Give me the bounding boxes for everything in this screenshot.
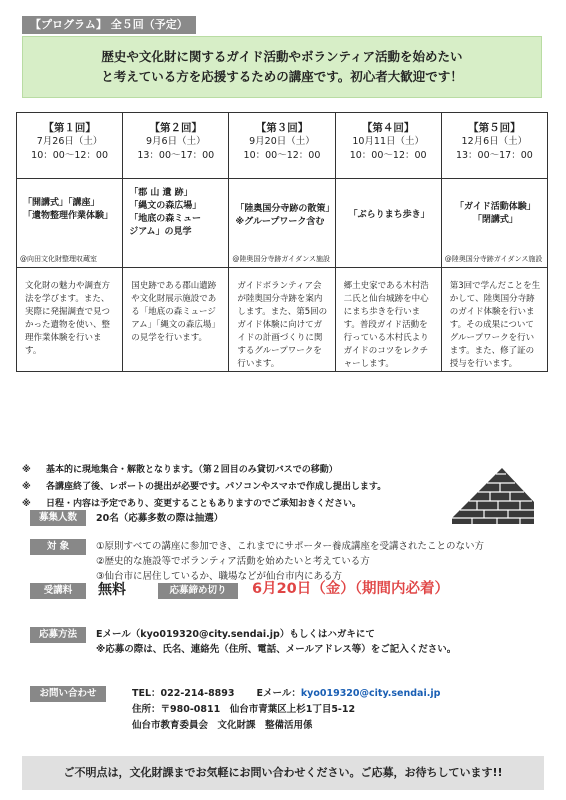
theme-text xyxy=(448,201,543,227)
capacity-label: 募集人数 xyxy=(30,510,86,526)
note-text: 日程・内容は予定であり、変更することもありますのでご承知おきください。 xyxy=(46,499,362,509)
theme-line: 「縄文の森広場」 xyxy=(129,201,202,211)
notes-list xyxy=(22,462,386,513)
fee-value: 無料 xyxy=(98,582,126,598)
session-number: 【第４回】 xyxy=(361,122,415,134)
contact-phone-line xyxy=(132,686,440,702)
apply-line-1: Eメール（kyo019320@city.sendai.jp）もしくはハガキにて xyxy=(96,629,375,640)
footer-message: ご不明点は，文化財課までお気軽にお問い合わせください。ご応募，お待ちしています!! xyxy=(22,756,544,790)
theme-text xyxy=(23,197,118,223)
theme-line: ジアム」の見学 xyxy=(129,227,192,237)
session-5-theme xyxy=(441,179,547,268)
schedule-theme-row xyxy=(17,179,548,268)
fee-label: 受講料 xyxy=(30,583,86,599)
theme-text xyxy=(129,187,224,239)
note-mark: ※ xyxy=(22,499,31,509)
target-item: ①原則すべての講座に参加でき、これまでにサポーター養成講座を受講されたことのない方 xyxy=(96,541,484,552)
venue-label: @向田文化財整理収蔵室 xyxy=(20,255,97,263)
intro-banner xyxy=(22,36,542,98)
session-date: 7月26日（土） xyxy=(36,136,103,147)
target-item: ③仙台市に居住しているか、職場などが仙台市内にある方 xyxy=(96,571,343,582)
target-label: 対 象 xyxy=(30,539,86,555)
session-3-theme xyxy=(229,179,335,268)
session-4-desc: 郷土史家である木村浩二氏と仙台城跡を中心にまち歩きを行います。普段ガイド活動を行っている木村氏よりガイドのコツをレクチャーします。 xyxy=(335,268,441,372)
note-text: 基本的に現地集合・解散となります。（第２回目のみ貸切バスでの移動） xyxy=(46,465,338,475)
session-number: 【第２回】 xyxy=(149,122,203,134)
venue-label: @陸奥国分寺跡ガイダンス施設 xyxy=(232,255,331,263)
session-1-theme xyxy=(17,179,123,268)
session-2-header xyxy=(123,113,229,179)
capacity-value: 20名（応募多数の際は抽選） xyxy=(96,513,224,524)
note-text: 各講座終了後、レポートの提出が必要です。パソコンやスマホで作成し提出します。 xyxy=(46,482,387,492)
apply-text xyxy=(96,627,456,657)
theme-line: 「地底の森ミュー xyxy=(129,214,202,224)
brick-wall-icon xyxy=(442,456,542,526)
theme-line: 「開講式」「講座」 xyxy=(23,198,100,208)
session-3-desc: ガイドボランティア会が陸奥国分寺跡を案内します。また、第5回のガイド体験に向けてガイドの計画づくりに関するグループワークを行います。 xyxy=(229,268,335,372)
note-item xyxy=(22,462,386,479)
contact-email-label: Eメール： xyxy=(256,688,301,699)
contact-tel: TEL：022-214-8893 xyxy=(132,688,235,699)
session-date: 9月6日（土） xyxy=(145,136,206,147)
session-number: 【第１回】 xyxy=(43,122,96,134)
session-2-desc: 国史跡である郡山遺跡や文化財展示施設である「地底の森ミュージアム」「縄文の森広場」の見学を行います。 xyxy=(123,268,229,372)
session-5-header xyxy=(441,113,547,179)
session-date: 12月6日（土） xyxy=(461,136,528,147)
session-date: 9月20日（土） xyxy=(249,136,315,147)
theme-line: 「陸奥国分寺跡の散策」 xyxy=(235,204,335,214)
session-1-desc: 文化財の魅力や調査方法を学びます。また、実際に発掘調査で見つかった遺物を使い、整理作業体験を行います。 xyxy=(17,268,123,372)
note-mark: ※ xyxy=(22,482,31,492)
theme-text xyxy=(342,209,437,222)
target-item: ②歴史的な施設等でボランティア活動を始めたいと考えている方 xyxy=(96,556,370,567)
banner-line-2: と考えている方を応援するための講座です。初心者大歓迎です！ xyxy=(101,69,463,84)
contact-org: 仙台市教育委員会 文化財課 整備活用係 xyxy=(132,720,313,731)
theme-line: ※グループワーク含む xyxy=(235,217,325,227)
session-time: 10：00～12：00 xyxy=(31,150,109,161)
schedule-desc-row xyxy=(17,268,548,372)
schedule-table xyxy=(16,112,548,372)
program-header-tab: 【プログラム】 全５回（予定） xyxy=(22,16,196,34)
banner-line-1: 歴史や文化財に関するガイド活動やボランティア活動を始めたい xyxy=(101,49,463,64)
note-mark: ※ xyxy=(22,465,31,475)
contact-label: お問い合わせ xyxy=(30,686,106,702)
theme-line: 「遺物整理作業体験」 xyxy=(23,211,114,221)
session-2-theme xyxy=(123,179,229,268)
session-time: 10：00～12：00 xyxy=(243,150,321,161)
venue-label: @陸奥国分寺跡ガイダンス施設 xyxy=(444,255,543,263)
theme-line: 「郡 山 遺 跡」 xyxy=(129,188,193,198)
contact-address: 住所：〒980-0811 仙台市青葉区上杉1丁目5-12 xyxy=(132,704,356,715)
session-3-header xyxy=(229,113,335,179)
session-time: 13：00～17：00 xyxy=(455,150,533,161)
apply-label: 応募方法 xyxy=(30,627,86,643)
deadline-label: 応募締め切り xyxy=(158,583,238,599)
deadline-value: 6月20日（金）（期間内必着） xyxy=(252,581,450,597)
session-4-header xyxy=(335,113,441,179)
session-time: 13：00～17：00 xyxy=(137,150,215,161)
session-date: 10月11日（土） xyxy=(352,136,424,147)
apply-line-2: ※応募の際は、氏名、連絡先（住所、電話、メールアドレス等）をご記入ください。 xyxy=(96,644,457,655)
schedule-header-row xyxy=(17,113,548,179)
note-item xyxy=(22,479,386,496)
theme-text xyxy=(235,203,335,229)
session-number: 【第３回】 xyxy=(255,122,309,134)
session-number: 【第５回】 xyxy=(468,122,521,134)
theme-line: 「閉講式」 xyxy=(472,215,518,225)
theme-line: 「ぶらりまち歩き」 xyxy=(348,210,430,220)
contact-email-link[interactable]: kyo019320@city.sendai.jp xyxy=(300,688,441,699)
session-1-header xyxy=(17,113,123,179)
session-4-theme xyxy=(335,179,441,268)
contact-info xyxy=(132,686,440,734)
theme-line: 「ガイド活動体験」 xyxy=(455,202,536,212)
session-5-desc: 第3回で学んだことを生かして、陸奥国分寺跡のガイド体験を行います。その成果についてグループワークを行います。また、修了証の授与を行います。 xyxy=(441,268,547,372)
session-time: 10：00～12：00 xyxy=(349,150,427,161)
